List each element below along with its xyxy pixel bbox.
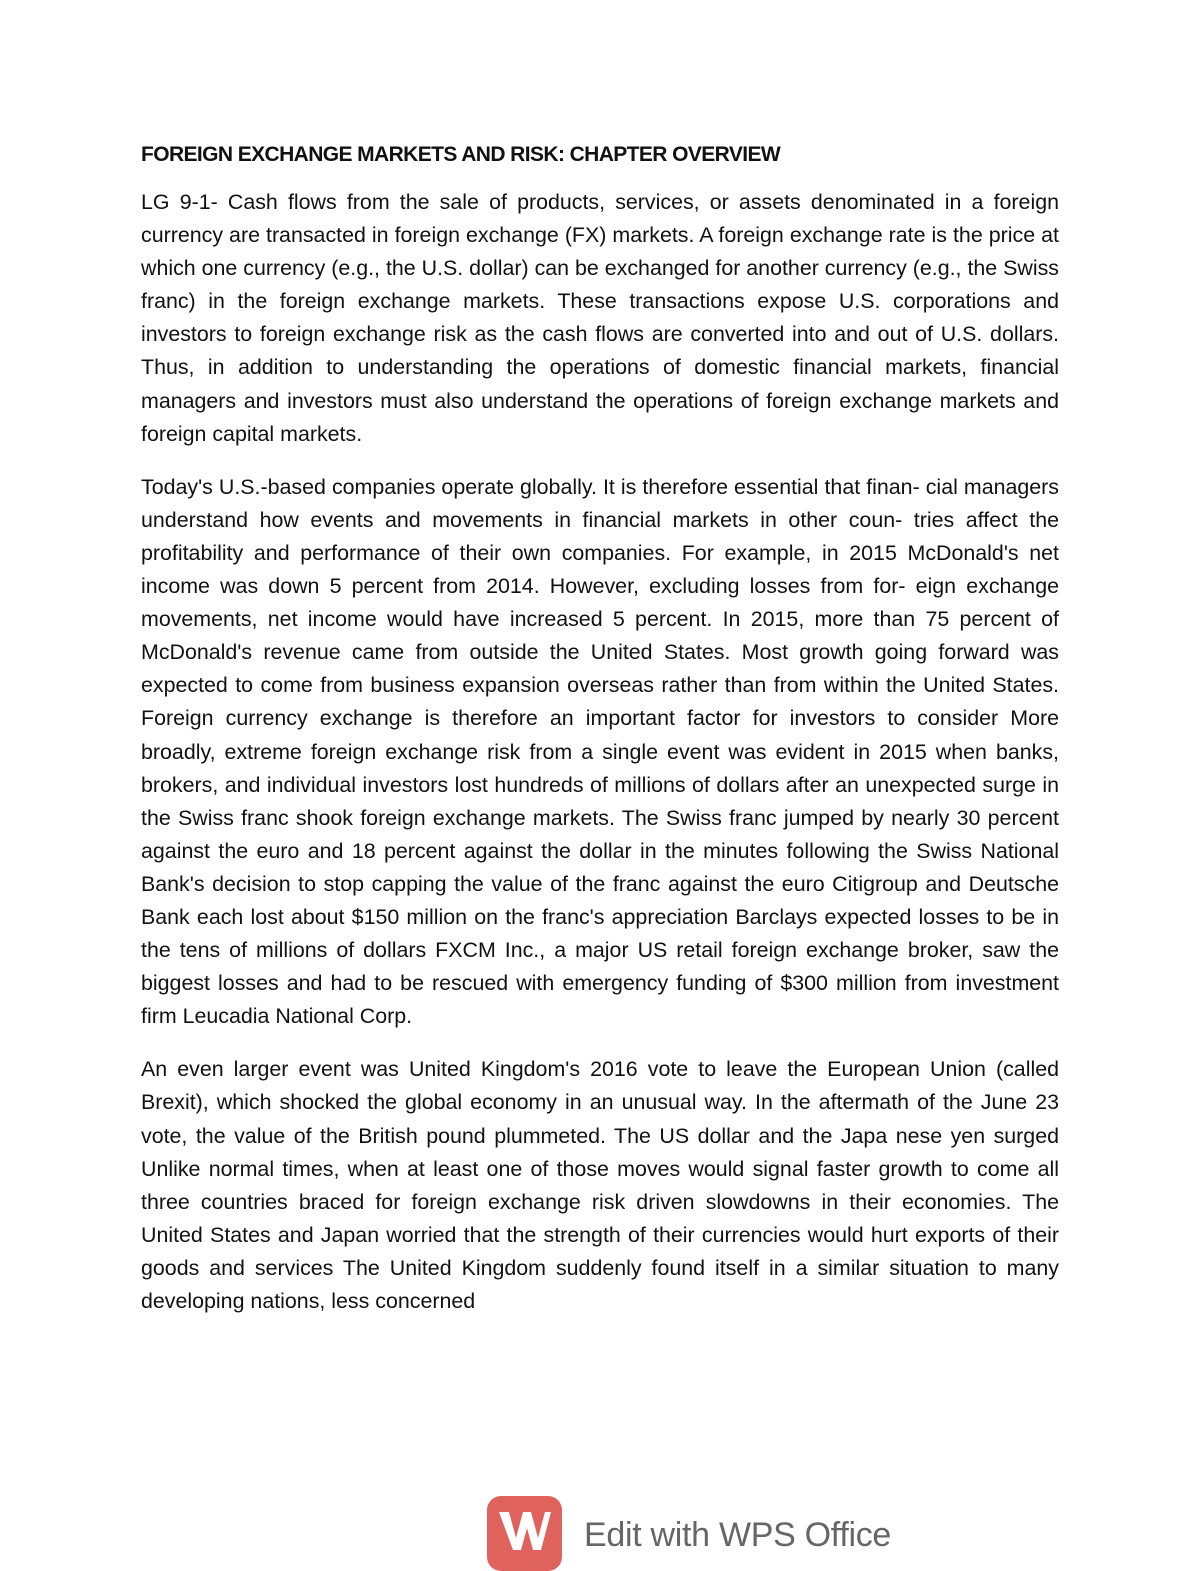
paragraph-global-companies: Today's U.S.-based companies operate globally. It is therefore essential that finan- cial managers understand how events and movements in financial markets in other coun- tries affect the profitability and performance of their own companies. For example, in 2015 McDonald's net income was down 5 percent from 2014. However, excluding losses from for- eign exchange movements, net income would have increased 5 percent. In 2015, more than 75 percent of McDonald's revenue came from outside the United States. Most growth going forward was expected to come from business expansion overseas rather than from within the United States. Foreign currency exchange is therefore an important factor for investors to consider More broadly, extreme foreign exchange risk from a single event was evident in 2015 when banks, brokers, and individual investors lost hundreds of millions of dollars after an unexpected surge in the Swiss franc shook foreign exchange markets. The Swiss franc jumped by nearly 30 percent against the euro and 18 percent against the dollar in the minutes following the Swiss National Bank's decision to stop capping the value of the franc against the euro Citigroup and Deutsche Bank each lost about $150 million on the franc's appreciation Barclays expected losses to be in the tens of millions of dollars FXCM Inc., a major US retail foreign exchange broker, saw the biggest losses and had to be rescued with emergency funding of $300 million from investment firm Leucadia National Corp. bbox=[141, 474, 1059, 1029]
paragraph-lg-9-1: LG 9-1- Cash flows from the sale of products, services, or assets denominated in a foreign currency are transacted in foreign exchange (FX) markets. A foreign exchange rate is the price at which one currency (e.g., the U.S. dollar) can be exchanged for another currency (e.g., the Swiss franc) in the foreign exchange markets. These transactions expose U.S. corporations and investors to foreign exchange risk as the cash flows are converted into and out of U.S. dollars. Thus, in addition to understanding the operations of domestic financial markets, financial managers and investors must also understand the operations of foreign exchange markets and foreign capital markets. bbox=[141, 190, 1059, 446]
edit-with-wps-badge[interactable] bbox=[487, 1495, 891, 1553]
page-title: FOREIGN EXCHANGE MARKETS AND RISK: CHAPTER OVERVIEW bbox=[141, 143, 781, 166]
paragraph-brexit: An even larger event was United Kingdom's 2016 vote to leave the European Union (called Brexit), which shocked the global economy in an unusual way. In the aftermath of the June 23 vote, the value of the British pound plummeted. The US dollar and the Japa nese yen surged Unlike normal times, when at least one of those moves would signal faster growth to come all three countries braced for foreign exchange risk driven slowdowns in their economies. The United States and Japan worried that the strength of their currencies would hurt exports of their goods and services The United Kingdom suddenly found itself in a similar situation to many developing nations, less concerned bbox=[141, 1057, 1059, 1313]
wps-office-logo-icon bbox=[487, 1496, 562, 1571]
document-body bbox=[141, 140, 1059, 1338]
wps-badge-label: Edit with WPS Office bbox=[584, 1515, 892, 1554]
